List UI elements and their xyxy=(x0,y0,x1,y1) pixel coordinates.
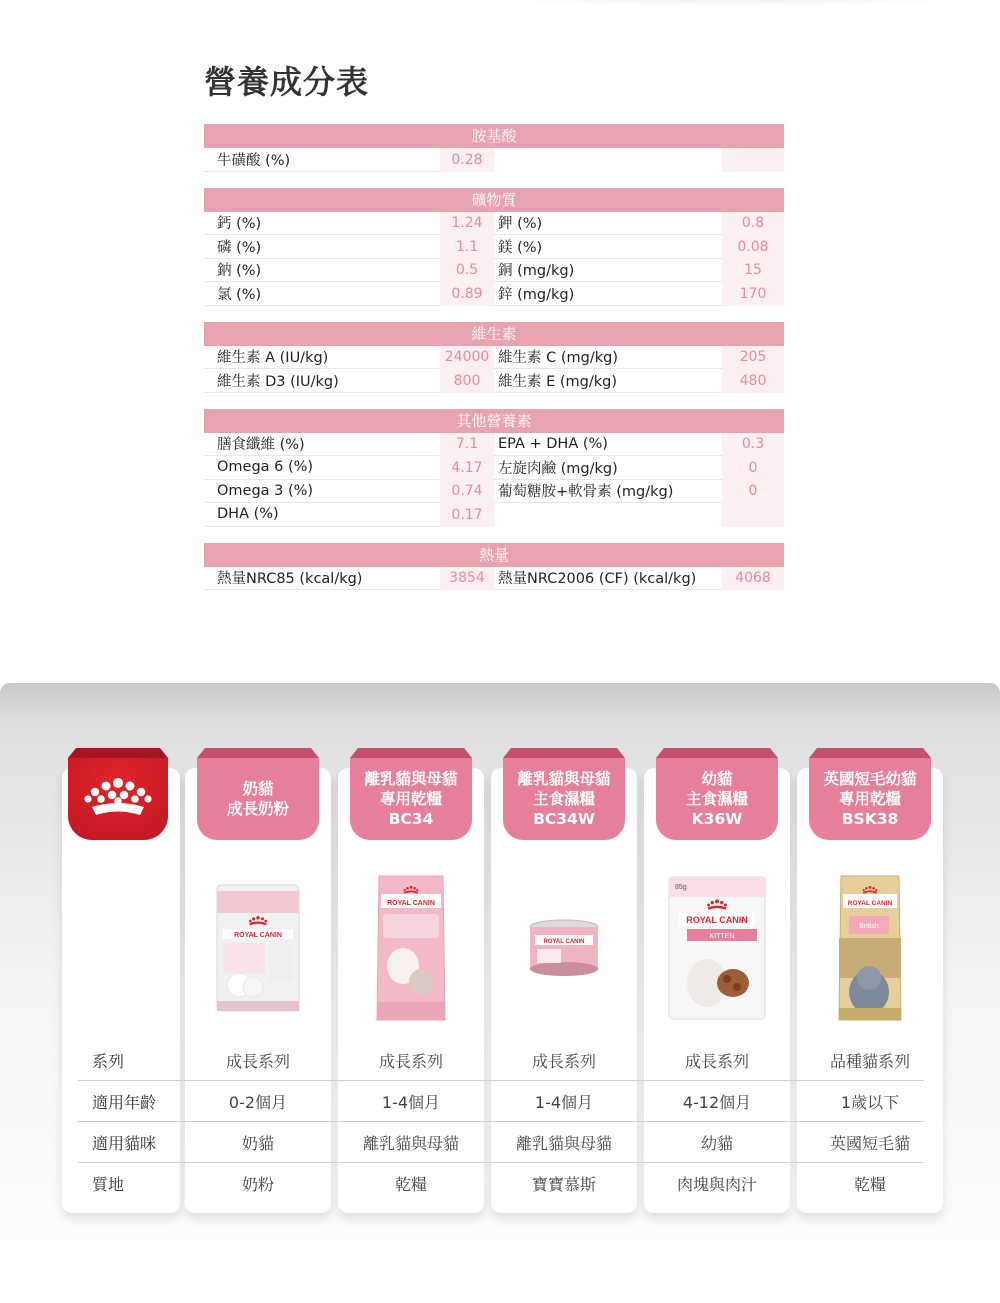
product-name-line: 奶貓 xyxy=(242,780,274,798)
nutrient-label: 左旋肉鹼 (mg/kg) xyxy=(494,456,722,480)
table-cell: 乾糧 xyxy=(853,1174,886,1194)
product-name-line: 專用乾糧 xyxy=(838,790,901,808)
nutrient-label: 鉀 (%) xyxy=(494,212,722,236)
product-name-line: 主食濕糧 xyxy=(532,790,595,808)
nutrient-value: 0.28 xyxy=(440,148,494,172)
table-cell: 成長系列 xyxy=(684,1051,749,1071)
product-tab xyxy=(503,748,625,840)
nutrient-row xyxy=(204,148,494,172)
nutrient-value xyxy=(722,503,784,527)
nutrient-row xyxy=(204,235,494,259)
nutrient-value: 1.24 xyxy=(440,212,494,236)
row-label: 系列 xyxy=(92,1051,125,1071)
svg-text:British: British xyxy=(859,923,879,930)
product-image xyxy=(797,866,943,1030)
nutrition-section xyxy=(204,409,784,527)
product-name-line: 成長奶粉 xyxy=(226,800,289,818)
table-cell: 1歲以下 xyxy=(840,1092,900,1112)
crown-icon xyxy=(84,777,152,821)
section-header: 礦物質 xyxy=(204,188,784,212)
product-tab xyxy=(809,748,931,840)
nutrient-value: 3854 xyxy=(440,567,494,591)
nutrient-value: 24000 xyxy=(440,346,494,370)
nutrient-row xyxy=(494,480,784,504)
table-cell: 奶貓 xyxy=(241,1133,274,1153)
brand-tab xyxy=(68,748,168,840)
table-cell: 幼貓 xyxy=(700,1133,733,1153)
table-cell: 英國短毛貓 xyxy=(829,1133,910,1153)
page-title: 營養成分表 xyxy=(204,63,370,101)
table-cell: 1-4個月 xyxy=(534,1092,594,1112)
nutrition-section xyxy=(204,188,784,306)
section-header: 胺基酸 xyxy=(204,124,784,148)
table-cell: 離乳貓與母貓 xyxy=(515,1133,612,1153)
product-name-line: BC34W xyxy=(533,810,595,828)
nutrient-label: 磷 (%) xyxy=(204,235,440,259)
table-cell: 成長系列 xyxy=(225,1051,290,1071)
nutrient-label: 維生素 A (IU/kg) xyxy=(204,346,440,370)
nutrient-label: 維生素 E (mg/kg) xyxy=(494,369,722,393)
product-image xyxy=(644,866,790,1030)
product-name-line: 專用乾糧 xyxy=(379,790,442,808)
nutrient-value: 4.17 xyxy=(440,456,494,480)
nutrient-row xyxy=(204,346,494,370)
nutrient-row xyxy=(204,259,494,283)
product-tab xyxy=(656,748,778,840)
svg-text:ROYAL CANIN: ROYAL CANIN xyxy=(543,939,585,945)
nutrient-label: 鈉 (%) xyxy=(204,259,440,283)
nutrient-row xyxy=(494,369,784,393)
nutrient-label: 牛磺酸 (%) xyxy=(204,148,440,172)
table-cell: 成長系列 xyxy=(378,1051,443,1071)
nutrient-row xyxy=(494,456,784,480)
svg-text:ROYAL CANIN: ROYAL CANIN xyxy=(234,932,282,939)
nutrient-label: EPA + DHA (%) xyxy=(494,433,722,457)
product-name-line: 英國短毛幼貓 xyxy=(823,770,917,788)
product-name-line: BC34 xyxy=(388,810,434,828)
row-label: 適用貓咪 xyxy=(92,1133,157,1153)
nutrient-value: 1.1 xyxy=(440,235,494,259)
nutrition-section xyxy=(204,124,784,172)
nutrient-row xyxy=(494,235,784,259)
product-image xyxy=(338,866,484,1030)
table-cell: 離乳貓與母貓 xyxy=(362,1133,459,1153)
nutrient-label: 鋅 (mg/kg) xyxy=(494,282,722,306)
product-name-line: 離乳貓與母貓 xyxy=(364,770,458,788)
nutrient-value: 205 xyxy=(722,346,784,370)
nutrient-value: 0.74 xyxy=(440,480,494,504)
nutrient-row xyxy=(204,282,494,306)
nutrient-value: 0.89 xyxy=(440,282,494,306)
nutrient-row xyxy=(494,212,784,236)
nutrient-row xyxy=(494,282,784,306)
product-name-line: BSK38 xyxy=(841,810,899,828)
nutrient-label: 維生素 C (mg/kg) xyxy=(494,346,722,370)
nutrient-value: 0.3 xyxy=(722,433,784,457)
nutrient-row xyxy=(204,369,494,393)
product-tab xyxy=(197,748,319,840)
table-cell: 4-12個月 xyxy=(682,1092,752,1112)
product-name-line: 離乳貓與母貓 xyxy=(517,770,611,788)
row-label: 質地 xyxy=(92,1174,125,1194)
table-cell: 寶寶慕斯 xyxy=(531,1174,596,1194)
nutrient-row-empty xyxy=(494,503,784,527)
nutrient-row xyxy=(204,212,494,236)
nutrient-label: 熱量NRC2006 (CF) (kcal/kg) xyxy=(494,567,722,591)
comparison-table xyxy=(78,1040,924,1204)
svg-text:KITTEN: KITTEN xyxy=(709,933,735,940)
table-row xyxy=(78,1081,924,1122)
nutrient-value: 0 xyxy=(722,456,784,480)
nutrient-row xyxy=(204,456,494,480)
nutrition-section xyxy=(204,543,784,591)
nutrient-label: DHA (%) xyxy=(204,503,440,527)
product-name-line: 幼貓 xyxy=(701,770,733,788)
table-cell: 0-2個月 xyxy=(228,1092,288,1112)
table-cell: 成長系列 xyxy=(531,1051,596,1071)
table-cell: 肉塊與肉汁 xyxy=(676,1174,757,1194)
nutrient-label: 氯 (%) xyxy=(204,282,440,306)
product-name-line: 主食濕糧 xyxy=(685,790,748,808)
nutrient-label xyxy=(494,148,722,172)
nutrient-row xyxy=(494,433,784,457)
product-image xyxy=(185,866,331,1030)
product-tab xyxy=(350,748,472,840)
section-header: 維生素 xyxy=(204,322,784,346)
product-image xyxy=(491,866,637,1030)
nutrition-table xyxy=(204,60,784,606)
nutrient-value: 7.1 xyxy=(440,433,494,457)
nutrient-value: 0.5 xyxy=(440,259,494,283)
top-shadow xyxy=(480,0,980,6)
nutrient-label: 熱量NRC85 (kcal/kg) xyxy=(204,567,440,591)
nutrient-row xyxy=(204,567,494,591)
nutrient-value: 170 xyxy=(722,282,784,306)
nutrient-value: 0 xyxy=(722,480,784,504)
nutrient-row xyxy=(494,567,784,591)
nutrient-row-empty xyxy=(494,148,784,172)
product-name-line: K36W xyxy=(691,810,743,828)
svg-text:ROYAL CANIN: ROYAL CANIN xyxy=(847,900,893,907)
nutrient-label: 銅 (mg/kg) xyxy=(494,259,722,283)
svg-text:ROYAL CANIN: ROYAL CANIN xyxy=(387,900,435,907)
nutrient-value: 0.08 xyxy=(722,235,784,259)
row-label: 適用年齡 xyxy=(92,1092,157,1112)
table-row xyxy=(78,1040,924,1081)
nutrient-label: Omega 6 (%) xyxy=(204,456,440,480)
nutrient-label: 葡萄糖胺+軟骨素 (mg/kg) xyxy=(494,480,722,504)
table-cell: 乾糧 xyxy=(394,1174,427,1194)
nutrient-row xyxy=(494,346,784,370)
nutrient-value: 480 xyxy=(722,369,784,393)
nutrient-label: 膳食纖維 (%) xyxy=(204,433,440,457)
nutrient-value: 15 xyxy=(722,259,784,283)
nutrient-value: 4068 xyxy=(722,567,784,591)
table-row xyxy=(78,1163,924,1204)
section-header: 熱量 xyxy=(204,543,784,567)
nutrient-value xyxy=(722,148,784,172)
section-header: 其他營養素 xyxy=(204,409,784,433)
nutrient-value: 0.17 xyxy=(440,503,494,527)
table-cell: 奶粉 xyxy=(241,1174,274,1194)
nutrient-row xyxy=(204,433,494,457)
nutrient-value: 0.8 xyxy=(722,212,784,236)
nutrition-section xyxy=(204,322,784,393)
nutrient-label: 鈣 (%) xyxy=(204,212,440,236)
nutrient-label: Omega 3 (%) xyxy=(204,480,440,504)
nutrient-value: 800 xyxy=(440,369,494,393)
nutrient-row xyxy=(204,480,494,504)
table-cell: 1-4個月 xyxy=(381,1092,441,1112)
table-row xyxy=(78,1122,924,1163)
nutrient-row xyxy=(494,259,784,283)
nutrient-label: 維生素 D3 (IU/kg) xyxy=(204,369,440,393)
svg-text:ROYAL CANIN: ROYAL CANIN xyxy=(686,915,748,925)
nutrient-label: 鎂 (%) xyxy=(494,235,722,259)
table-cell: 品種貓系列 xyxy=(829,1051,910,1071)
nutrient-row xyxy=(204,503,494,527)
nutrition-sections xyxy=(204,124,784,590)
svg-text:85g: 85g xyxy=(675,884,687,891)
nutrient-label xyxy=(494,503,722,527)
